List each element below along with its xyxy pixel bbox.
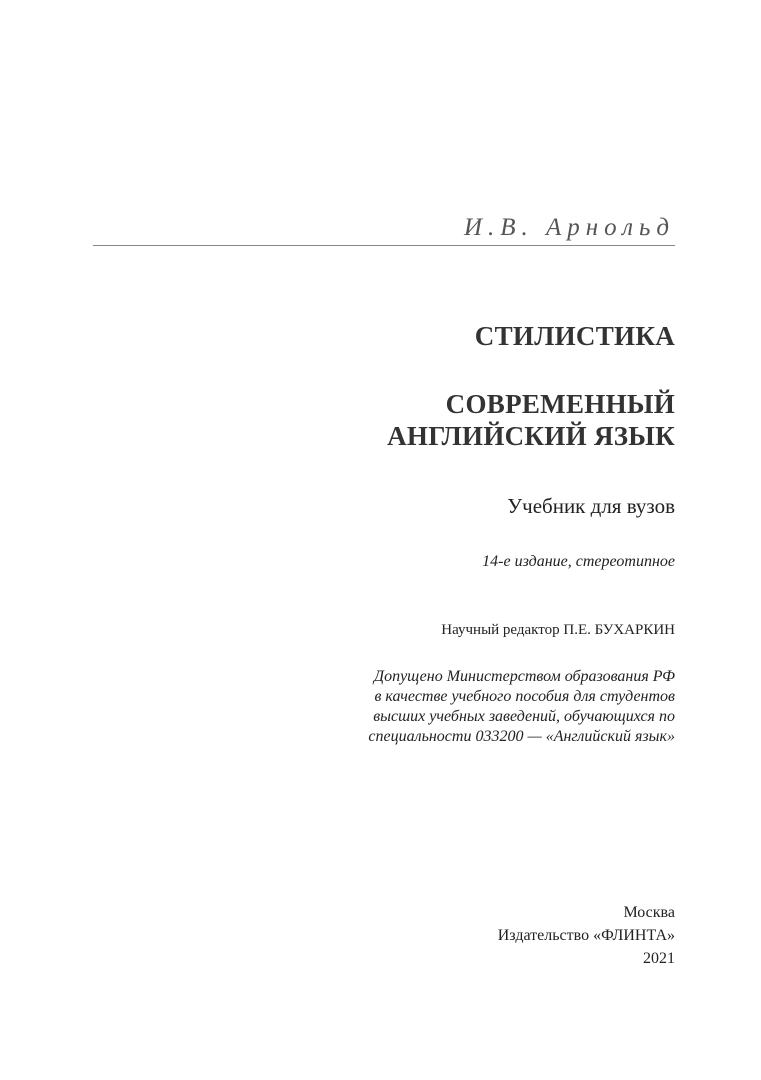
title-line-1: СТИЛИСТИКА: [474, 321, 675, 351]
approval-notice: [368, 667, 675, 747]
author-rule: [93, 245, 675, 246]
imprint-year: 2021: [643, 950, 675, 967]
author-name: И.В. Арнольд: [463, 214, 675, 241]
approval-line-1: Допущено Министерством образования РФ: [373, 668, 675, 685]
title-line-3: АНГЛИЙСКИЙ ЯЗЫК: [387, 421, 675, 451]
approval-line-4: специальности 033200 — «Английский язык»: [368, 728, 675, 745]
imprint-city: Москва: [623, 904, 675, 921]
approval-line-2: в качестве учебного пособия для студентов: [374, 688, 675, 705]
edition-note: 14-е издание, стереотипное: [482, 553, 675, 570]
book-subtitle: Учебник для вузов: [507, 494, 675, 518]
scientific-editor: Научный редактор П.Е. БУХАРКИН: [441, 622, 675, 638]
approval-line-3: высших учебных заведений, обучающихся по: [373, 708, 675, 725]
title-line-2: СОВРЕМЕННЫЙ: [445, 389, 675, 419]
book-title: [387, 320, 675, 452]
imprint-publisher: Издательство «ФЛИНТА»: [497, 927, 675, 944]
imprint: [498, 901, 675, 970]
